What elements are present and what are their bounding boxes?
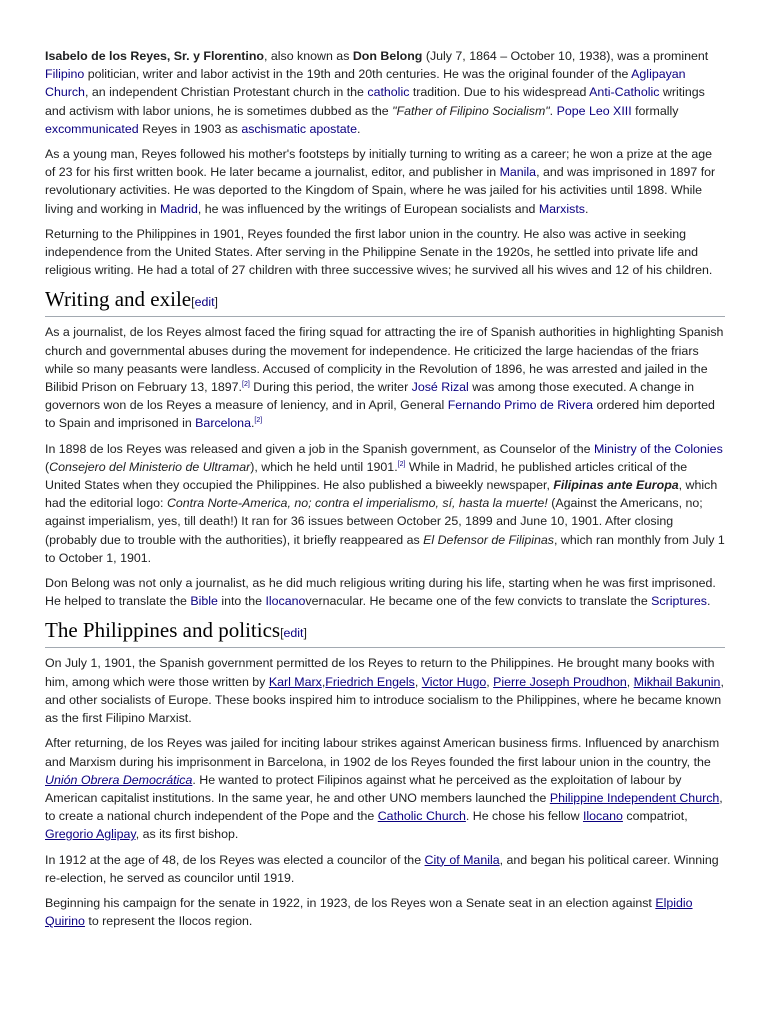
text-run: During this period, the writer bbox=[249, 380, 412, 395]
text-run: On July 1, 1901, the Spanish government permitted de los Reyes to return to the Philippines. He brought many books with him, among which were those written by bbox=[45, 656, 715, 689]
link-karl-marx[interactable]: Karl Marx bbox=[268, 674, 322, 689]
link-madrid[interactable]: Madrid bbox=[160, 201, 198, 216]
text-run: writings and activism with labor unions, he is sometimes dubbed as the bbox=[45, 85, 705, 118]
link-jose-rizal[interactable]: José Rizal bbox=[411, 380, 469, 395]
link-philippine-independent-church[interactable]: Philippine Independent Church bbox=[549, 790, 720, 805]
edit-section-link bbox=[191, 295, 218, 309]
text-run: After returning, de los Reyes was jailed for inciting labour strikes against American business firms. Influenced by anarchism and Marxism during his imprisonment in Barcelona, in 1902 de los Reyes founded the first labour union in the country, the bbox=[45, 736, 720, 769]
text-run: , and was imprisoned in 1897 for revolutionary activities. He was deported to the Kingdom of Spain, where he was jailed for his activities until 1898. While living and working in bbox=[45, 165, 716, 216]
link-elpidio-quirino[interactable]: Elpidio Quirino bbox=[45, 895, 693, 929]
spanish-title: Consejero del Ministerio de Ultramar bbox=[49, 459, 251, 474]
link-filipino[interactable]: Filipino bbox=[45, 67, 85, 82]
link-victor-hugo[interactable]: Victor Hugo bbox=[421, 674, 487, 689]
text-run: tradition. Due to his widespread bbox=[409, 85, 590, 100]
text-run: . bbox=[250, 416, 255, 431]
link-marxists[interactable]: Marxists bbox=[538, 201, 585, 216]
link-proudhon[interactable]: Pierre Joseph Proudhon bbox=[493, 674, 627, 689]
newspaper-title: Filipinas ante Europa bbox=[553, 478, 679, 493]
link-pope-leo-xiii[interactable]: Pope Leo XIII bbox=[556, 103, 632, 118]
text-run: . bbox=[549, 103, 557, 118]
bracket: ] bbox=[303, 626, 307, 641]
link-city-of-manila[interactable]: City of Manila bbox=[424, 852, 500, 867]
text-run: , which ran monthly from July 1 to October 1, 1901. bbox=[45, 532, 725, 565]
link-anti-catholic[interactable]: Anti-Catholic bbox=[589, 85, 660, 100]
text-run: ordered him deported to Spain and imprisoned in bbox=[45, 398, 715, 431]
text-run: . bbox=[706, 594, 711, 609]
text-run: , which had the editorial logo: bbox=[45, 478, 718, 511]
text-run: . bbox=[357, 121, 361, 136]
edit-section-link bbox=[280, 626, 307, 640]
text-run: In 1898 de los Reyes was released and given a job in the Spanish government, as Counselor of the bbox=[45, 441, 594, 456]
link-bakunin[interactable]: Mikhail Bakunin bbox=[633, 674, 721, 689]
link-barcelona[interactable]: Barcelona bbox=[195, 416, 251, 431]
text-run: was among those executed. A change in governors won de los Reyes a measure of leniency, and in April, General bbox=[45, 380, 695, 413]
politics-paragraph-1 bbox=[45, 654, 725, 727]
text-run: (Against the Americans, no; against imperialism, yes, till death!) It ran for 36 issues between October 25, 1899 and June 10, 1901. After closing (probably due to trouble with the authorities), it briefly reappeared as bbox=[45, 496, 703, 547]
bracket: [ bbox=[280, 626, 284, 641]
edit-link[interactable]: edit bbox=[283, 626, 304, 641]
bracket: [ bbox=[191, 295, 195, 310]
union-name: Unión Obrera Democrática bbox=[45, 772, 193, 787]
link-ilocano[interactable]: Ilocano bbox=[265, 594, 306, 609]
text-run: , an independent Christian Protestant church in the bbox=[84, 85, 368, 100]
politics-paragraph-2 bbox=[45, 734, 725, 843]
section-title: Writing and exile bbox=[45, 287, 192, 312]
politics-paragraph-3 bbox=[45, 851, 725, 887]
text-run: , also known as bbox=[263, 49, 353, 63]
editorial-logo-quote: Contra Norte-America, no; contra el imperialismo, sí, hasta la muerte! bbox=[166, 496, 548, 511]
text-run: Beginning his campaign for the senate in 1922, in 1923, de los Reyes won a Senate seat in an election against bbox=[45, 895, 656, 910]
link-schismatic-apostate[interactable]: aschismatic apostate bbox=[241, 121, 358, 136]
text-run: , bbox=[626, 674, 634, 689]
link-friedrich-engels[interactable]: Friedrich Engels bbox=[325, 674, 415, 689]
defensor-title: El Defensor de Filipinas bbox=[423, 532, 554, 547]
text-run: , as its first bishop. bbox=[135, 827, 239, 842]
text-run: ( bbox=[45, 459, 50, 474]
citation-link[interactable]: [2] bbox=[254, 417, 263, 425]
bracket: ] bbox=[214, 295, 218, 310]
link-gregorio-aglipay[interactable]: Gregorio Aglipay bbox=[45, 827, 136, 842]
text-run: , he was influenced by the writings of European socialists and bbox=[197, 201, 539, 216]
exile-paragraph-1 bbox=[45, 323, 725, 432]
link-catholic[interactable]: catholic bbox=[367, 85, 410, 100]
intro-paragraph-2 bbox=[45, 145, 725, 218]
text-run: , bbox=[486, 674, 494, 689]
text-run: , bbox=[414, 674, 422, 689]
heading-writing-and-exile bbox=[45, 286, 725, 317]
text-run: . He chose his fellow bbox=[465, 809, 583, 824]
text-run: to represent the Ilocos region. bbox=[84, 914, 253, 929]
link-bible[interactable]: Bible bbox=[190, 594, 218, 609]
link-aglipayan-church[interactable]: Aglipayan Church bbox=[45, 67, 686, 100]
text-run: As a journalist, de los Reyes almost faced the firing squad for attracting the ire of Spanish authorities in highlighting Spanish church and governmental abuses during the movement for independence. He criticized the large haciendas of the friars while so many peasants were landless. Accused of complicity in the Revolution of 1896, he was arrested and jailed in the Bilibid Prison on February 13, 1897. bbox=[45, 325, 724, 395]
section-title: The Philippines and politics bbox=[45, 618, 281, 643]
link-scriptures[interactable]: Scriptures bbox=[651, 594, 707, 609]
text-run: In 1912 at the age of 48, de los Reyes was elected a councilor of the bbox=[45, 852, 425, 867]
text-run: politician, writer and labor activist in the 19th and 20th centuries. He was the original founder of the bbox=[84, 67, 632, 82]
text-run: , and began his political career. Winning re-election, he served as councilor until 1919. bbox=[45, 852, 719, 885]
link-catholic-church[interactable]: Catholic Church bbox=[377, 809, 466, 824]
text-run: ), which he held until 1901. bbox=[250, 459, 398, 474]
politics-paragraph-4 bbox=[45, 894, 725, 930]
text-run: Don Belong was not only a journalist, as he did much religious writing during his life, starting when he was first imprisoned. He helped to translate the bbox=[45, 576, 716, 609]
link-ministry-of-colonies[interactable]: Ministry of the Colonies bbox=[593, 441, 723, 456]
link-manila[interactable]: Manila bbox=[499, 165, 537, 180]
edit-link[interactable]: edit bbox=[194, 295, 215, 310]
text-run: into the bbox=[217, 594, 266, 609]
text-run: Reyes in 1903 as bbox=[138, 121, 242, 136]
heading-philippines-and-politics bbox=[45, 617, 725, 648]
text-run: . He wanted to protect Filipinos against what he perceived as the exploitation of labour by American capitalist institutions. In the same year, he and other UNO members launched the bbox=[45, 772, 682, 805]
text-run: While in Madrid, he published articles critical of the United States when they occupied the Philippines. He also published a biweekly newspaper, bbox=[45, 459, 688, 493]
exile-paragraph-3 bbox=[45, 574, 725, 610]
link-excommunicated[interactable]: excommunicated bbox=[45, 121, 139, 136]
text-run: As a young man, Reyes followed his mother's footsteps by initially turning to writing as a career; he won a prize at the age of 23 for his first written book. He later became a journalist, editor, and publisher in bbox=[45, 147, 712, 180]
article-body bbox=[45, 47, 725, 937]
intro-paragraph-3: Returning to the Philippines in 1901, Reyes founded the first labor union in the country. He also was active in seeking independence from the United States. After serving in the Philippine Senate in the 1920s, he settled into private life and religious writing. He had a total of 27 children with three successive wives; he survived all his wives and 12 of his children. bbox=[45, 226, 713, 278]
text-run: , and other socialists of Europe. These books inspired him to introduce socialism to the Philippines, where he became known as the first Filipino Marxist. bbox=[45, 674, 724, 726]
subject-name: Isabelo de los Reyes, Sr. y Florentino bbox=[45, 49, 264, 63]
text-run: . bbox=[584, 201, 589, 216]
text-run: formally bbox=[631, 103, 679, 118]
citation-link[interactable]: [2] bbox=[397, 460, 406, 468]
intro-paragraph-1 bbox=[45, 47, 725, 138]
text-run: compatriot, bbox=[622, 809, 688, 824]
socialism-quote: "Father of Filipino Socialism" bbox=[392, 103, 550, 118]
text-run: , bbox=[321, 674, 326, 689]
link-union-obrera[interactable] bbox=[45, 773, 192, 787]
citation-link[interactable]: [2] bbox=[242, 381, 250, 389]
text-run: , to create a national church independent of the Pope and the bbox=[45, 790, 723, 824]
subject-nickname: Don Belong bbox=[352, 49, 423, 63]
text-run: vernacular. He became one of the few convicts to translate the bbox=[305, 594, 652, 609]
exile-paragraph-2 bbox=[45, 440, 725, 567]
link-ilocano-people[interactable]: Ilocano bbox=[582, 809, 623, 824]
link-primo-de-rivera[interactable]: Fernando Primo de Rivera bbox=[447, 398, 593, 413]
text-run: (July 7, 1864 – October 10, 1938), was a prominent bbox=[422, 49, 709, 63]
